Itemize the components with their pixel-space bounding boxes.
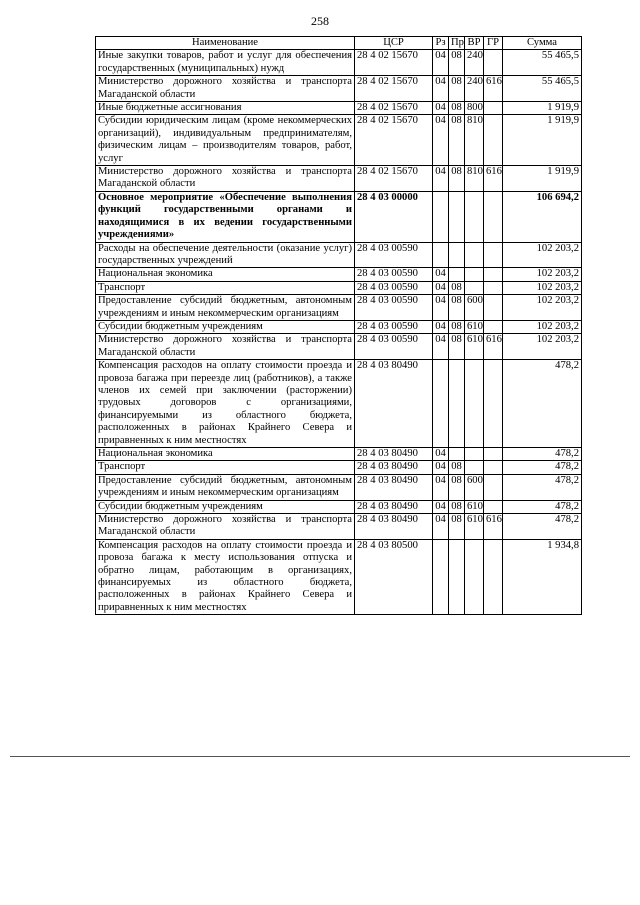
cell-sum: 102 203,2 [503, 281, 582, 294]
cell-gr [484, 539, 503, 614]
cell-rz [433, 242, 449, 268]
cell-pr: 08 [449, 166, 465, 192]
cell-name: Министерство дорожного хозяйства и транспорта Магаданской области [96, 514, 355, 540]
cell-rz [433, 360, 449, 448]
cell-name: Субсидии бюджетным учреждениям [96, 320, 355, 333]
cell-sum: 102 203,2 [503, 334, 582, 360]
cell-name: Предоставление субсидий бюджетным, автономным учреждениям и иным некоммерческим организациям [96, 474, 355, 500]
cell-name: Министерство дорожного хозяйства и транспорта Магаданской области [96, 76, 355, 102]
table-row [96, 166, 582, 192]
cell-name: Транспорт [96, 461, 355, 474]
cell-vr [465, 448, 484, 461]
table-row [96, 461, 582, 474]
cell-sum: 478,2 [503, 474, 582, 500]
cell-pr: 08 [449, 474, 465, 500]
cell-rz: 04 [433, 76, 449, 102]
cell-sum: 102 203,2 [503, 295, 582, 321]
cell-gr [484, 268, 503, 281]
cell-gr [484, 360, 503, 448]
cell-sum: 478,2 [503, 360, 582, 448]
cell-gr [484, 295, 503, 321]
cell-vr: 240 [465, 76, 484, 102]
cell-csr: 28 4 03 00590 [355, 242, 433, 268]
cell-name: Основное мероприятие «Обеспечение выполнения функций государственными органами и находящимися в их ведении государственными учреждениями» [96, 191, 355, 242]
cell-csr: 28 4 03 80490 [355, 514, 433, 540]
cell-csr: 28 4 03 00590 [355, 334, 433, 360]
cell-pr [449, 539, 465, 614]
cell-pr: 08 [449, 461, 465, 474]
cell-name: Субсидии юридическим лицам (кроме некоммерческих организаций), индивидуальным предпринимателям, физическим лицам – производителям товаров, работ, услуг [96, 115, 355, 166]
cell-pr [449, 360, 465, 448]
cell-vr: 800 [465, 102, 484, 115]
cell-sum: 478,2 [503, 514, 582, 540]
cell-vr: 610 [465, 500, 484, 513]
cell-gr: 616 [484, 166, 503, 192]
cell-gr [484, 500, 503, 513]
table-row [96, 539, 582, 614]
cell-vr: 600 [465, 295, 484, 321]
cell-rz: 04 [433, 474, 449, 500]
cell-rz: 04 [433, 514, 449, 540]
table-row [96, 500, 582, 513]
cell-pr: 08 [449, 295, 465, 321]
cell-pr [449, 242, 465, 268]
cell-sum: 1 934,8 [503, 539, 582, 614]
cell-pr: 08 [449, 76, 465, 102]
cell-sum: 102 203,2 [503, 320, 582, 333]
header-row [96, 37, 582, 50]
cell-name: Предоставление субсидий бюджетным, автономным учреждениям и иным некоммерческим организациям [96, 295, 355, 321]
cell-csr: 28 4 03 80490 [355, 360, 433, 448]
table-row [96, 102, 582, 115]
cell-name: Иные закупки товаров, работ и услуг для обеспечения государственных (муниципальных) нужд [96, 50, 355, 76]
table-row [96, 242, 582, 268]
table-row [96, 50, 582, 76]
cell-sum: 102 203,2 [503, 268, 582, 281]
table-row [96, 295, 582, 321]
cell-name: Иные бюджетные ассигнования [96, 102, 355, 115]
table-row [96, 514, 582, 540]
header-vr: ВР [465, 37, 484, 50]
cell-gr [484, 281, 503, 294]
cell-rz: 04 [433, 268, 449, 281]
cell-name: Компенсация расходов на оплату стоимости проезда и провоза багажа при переезде лиц (работников), а также членов их семей при заключении (расторжении) трудовых договоров с организациями, финансируемыми из областного бюджета, расположенных в районах Крайнего Севера и приравненных к ним местностях [96, 360, 355, 448]
cell-rz: 04 [433, 320, 449, 333]
cell-csr: 28 4 03 00590 [355, 295, 433, 321]
cell-rz: 04 [433, 334, 449, 360]
header-gr: ГР [484, 37, 503, 50]
cell-rz: 04 [433, 500, 449, 513]
cell-sum: 1 919,9 [503, 102, 582, 115]
cell-name: Субсидии бюджетным учреждениям [96, 500, 355, 513]
cell-sum: 478,2 [503, 461, 582, 474]
cell-gr: 616 [484, 514, 503, 540]
cell-vr [465, 360, 484, 448]
cell-csr: 28 4 02 15670 [355, 102, 433, 115]
cell-csr: 28 4 03 00590 [355, 268, 433, 281]
cell-rz: 04 [433, 295, 449, 321]
cell-name: Расходы на обеспечение деятельности (оказание услуг) государственных учреждений [96, 242, 355, 268]
cell-rz: 04 [433, 461, 449, 474]
cell-rz: 04 [433, 50, 449, 76]
cell-sum: 1 919,9 [503, 115, 582, 166]
cell-vr [465, 281, 484, 294]
cell-sum: 55 465,5 [503, 50, 582, 76]
cell-csr: 28 4 03 80490 [355, 500, 433, 513]
cell-rz [433, 539, 449, 614]
cell-vr: 610 [465, 320, 484, 333]
cell-name: Министерство дорожного хозяйства и транспорта Магаданской области [96, 334, 355, 360]
header-sum: Сумма [503, 37, 582, 50]
cell-vr: 610 [465, 514, 484, 540]
cell-vr [465, 461, 484, 474]
cell-vr: 610 [465, 334, 484, 360]
header-rz: Рз [433, 37, 449, 50]
cell-sum: 478,2 [503, 500, 582, 513]
cell-sum: 1 919,9 [503, 166, 582, 192]
cell-name: Компенсация расходов на оплату стоимости проезда и провоза багажа к месту использования отпуска и обратно лицам, работающим в организациях, финансируемых из областного бюджета, расположенных в районах Крайнего Севера и приравненных к ним местностях [96, 539, 355, 614]
cell-gr [484, 320, 503, 333]
cell-gr [484, 191, 503, 242]
table-row [96, 281, 582, 294]
cell-gr [484, 50, 503, 76]
cell-csr: 28 4 02 15670 [355, 50, 433, 76]
cell-sum: 478,2 [503, 448, 582, 461]
cell-csr: 28 4 02 15670 [355, 166, 433, 192]
cell-vr [465, 539, 484, 614]
budget-table [95, 36, 582, 615]
cell-gr [484, 461, 503, 474]
cell-pr [449, 268, 465, 281]
cell-gr [484, 242, 503, 268]
cell-csr: 28 4 02 15670 [355, 76, 433, 102]
cell-pr: 08 [449, 514, 465, 540]
cell-vr [465, 242, 484, 268]
cell-sum: 106 694,2 [503, 191, 582, 242]
cell-pr [449, 191, 465, 242]
cell-pr: 08 [449, 281, 465, 294]
cell-rz: 04 [433, 102, 449, 115]
cell-pr: 08 [449, 320, 465, 333]
table-row [96, 191, 582, 242]
table-row [96, 334, 582, 360]
cell-vr: 810 [465, 166, 484, 192]
table-row [96, 360, 582, 448]
cell-name: Министерство дорожного хозяйства и транспорта Магаданской области [96, 166, 355, 192]
page-divider [10, 756, 630, 757]
cell-csr: 28 4 03 80490 [355, 448, 433, 461]
cell-vr: 810 [465, 115, 484, 166]
header-pr: Пр [449, 37, 465, 50]
page-number: 258 [311, 14, 329, 28]
cell-sum: 55 465,5 [503, 76, 582, 102]
cell-csr: 28 4 02 15670 [355, 115, 433, 166]
table-row [96, 474, 582, 500]
cell-csr: 28 4 03 80490 [355, 461, 433, 474]
cell-pr: 08 [449, 115, 465, 166]
cell-vr: 600 [465, 474, 484, 500]
cell-rz: 04 [433, 166, 449, 192]
cell-gr [484, 102, 503, 115]
table-row [96, 320, 582, 333]
table-row [96, 76, 582, 102]
cell-csr: 28 4 03 80490 [355, 474, 433, 500]
cell-gr [484, 448, 503, 461]
cell-pr: 08 [449, 102, 465, 115]
cell-sum: 102 203,2 [503, 242, 582, 268]
cell-pr [449, 448, 465, 461]
cell-gr [484, 474, 503, 500]
cell-rz [433, 191, 449, 242]
cell-gr: 616 [484, 334, 503, 360]
cell-csr: 28 4 03 00000 [355, 191, 433, 242]
cell-csr: 28 4 03 00590 [355, 320, 433, 333]
cell-vr [465, 191, 484, 242]
table-row [96, 115, 582, 166]
cell-pr: 08 [449, 334, 465, 360]
cell-name: Национальная экономика [96, 448, 355, 461]
cell-gr [484, 115, 503, 166]
cell-vr [465, 268, 484, 281]
table-row [96, 448, 582, 461]
header-csr: ЦСР [355, 37, 433, 50]
cell-pr: 08 [449, 50, 465, 76]
cell-vr: 240 [465, 50, 484, 76]
cell-csr: 28 4 03 00590 [355, 281, 433, 294]
cell-csr: 28 4 03 80500 [355, 539, 433, 614]
table-row [96, 268, 582, 281]
cell-rz: 04 [433, 115, 449, 166]
header-name: Наименование [96, 37, 355, 50]
cell-pr: 08 [449, 500, 465, 513]
cell-name: Транспорт [96, 281, 355, 294]
cell-name: Национальная экономика [96, 268, 355, 281]
cell-gr: 616 [484, 76, 503, 102]
cell-rz: 04 [433, 448, 449, 461]
cell-rz: 04 [433, 281, 449, 294]
